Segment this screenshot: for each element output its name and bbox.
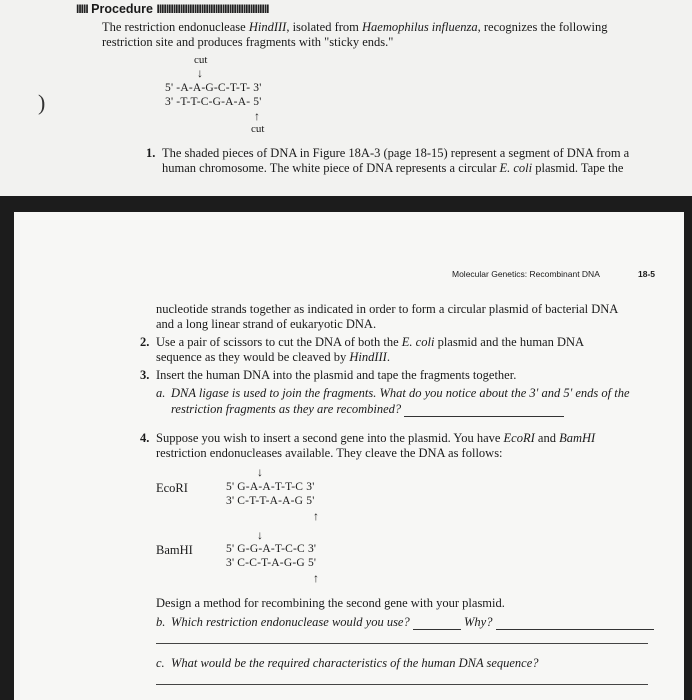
question-b-line (171, 615, 654, 630)
ecoli-name: E. coli (499, 161, 533, 175)
question-b-label: b. (156, 615, 166, 629)
intro-text: , isolated from (286, 20, 363, 34)
bamhi-name: BamHI (559, 431, 596, 445)
hindiii-seq-bottom: 3' -T-T-C-G-A-A- 5' (165, 96, 262, 108)
bamhi-seq-top: 5' G-G-A-T-C-C 3' (226, 543, 317, 555)
margin-mark: ) (38, 90, 46, 115)
ecori-label: EcoRI (156, 481, 188, 495)
continuation-line-2: and a long linear strand of eukaryotic DNA. (156, 317, 377, 331)
item-4-text: Suppose you wish to insert a second gene into the plasmid. You have (156, 431, 504, 445)
cut-label-bottom: cut (251, 123, 265, 135)
answer-c-line[interactable] (156, 684, 648, 685)
item-1-text: human chromosome. The white piece of DNA represents a circular (162, 161, 500, 175)
item-3-number: 3. (140, 368, 150, 382)
top-page (0, 0, 692, 196)
item-1-number: 1. (146, 146, 156, 160)
continuation-line-1: nucleotide strands together as indicated in order to form a circular plasmid of bacterial DNA (156, 302, 619, 316)
procedure-title: Procedure (91, 2, 153, 16)
intro-text: The restriction endonuclease (102, 20, 249, 34)
bamhi-cut-arrow-up-icon: ↑ (313, 571, 319, 585)
question-b-why: Why? (463, 615, 493, 629)
header-dots-right: IIIIIIIIIIIIIIIIIIIIIIIIIIIIIIIIIIIIIIIIIIIIIIII (156, 2, 269, 16)
ecoli-name: E. coli (401, 335, 435, 349)
answer-b-enzyme-blank[interactable] (413, 628, 461, 630)
item-4-number: 4. (140, 431, 150, 445)
question-a-text: restriction fragments as they are recombined? (171, 402, 402, 416)
ecori-seq-bottom: 3' C-T-T-A-A-G 5' (226, 495, 315, 507)
running-head: Molecular Genetics: Recombinant DNA (452, 269, 600, 279)
item-1-line-2 (162, 161, 623, 176)
question-a-line-1: DNA ligase is used to join the fragments. What do you notice about the 3' and 5' ends of the (171, 386, 630, 400)
question-b-text: Which restriction endonuclease would you use? (171, 615, 410, 629)
question-a-label: a. (156, 386, 166, 400)
ecori-name: EcoRI (503, 431, 535, 445)
item-2-number: 2. (140, 335, 150, 349)
answer-a-blank[interactable] (404, 415, 564, 417)
question-a-line-2 (171, 402, 564, 417)
header-dots-left: IIIII (76, 2, 88, 16)
cut-arrow-down-icon: ↓ (197, 66, 203, 80)
item-4-line-1 (156, 431, 595, 446)
bamhi-cut-arrow-down-icon: ↓ (257, 528, 263, 542)
bamhi-label: BamHI (156, 543, 193, 557)
item-2-line-2 (156, 350, 390, 365)
item-2-line-1 (156, 335, 584, 350)
item-4-line-2: restriction endonucleases available. They cleave the DNA as follows: (156, 446, 503, 460)
item-2-text: Use a pair of scissors to cut the DNA of both the (156, 335, 402, 349)
item-2-text: . (386, 350, 390, 364)
bottom-page (14, 212, 684, 700)
organism-name: Haemophilus influenza (362, 20, 478, 34)
item-2-text: sequence as they would be cleaved by (156, 350, 350, 364)
design-instruction: Design a method for recombining the second gene with your plasmid. (156, 596, 505, 610)
ecori-cut-arrow-down-icon: ↓ (257, 465, 263, 479)
item-3-text: Insert the human DNA into the plasmid and tape the fragments together. (156, 368, 517, 382)
answer-b-why-blank[interactable] (496, 628, 654, 630)
intro-text: , recognizes the following (477, 20, 608, 34)
item-2-text: plasmid and the human DNA (434, 335, 585, 349)
ecori-cut-arrow-up-icon: ↑ (313, 509, 319, 523)
cut-label-top: cut (194, 54, 208, 66)
hindiii-seq-top: 5' -A-A-G-C-T-T- 3' (165, 82, 262, 94)
hindiii-name: HindIII (349, 350, 387, 364)
intro-line-1 (102, 20, 607, 35)
procedure-header (76, 2, 269, 16)
item-1-line-1: The shaded pieces of DNA in Figure 18A-3 (page 18-15) represent a segment of DNA from a (162, 146, 630, 160)
page-number: 18-5 (638, 269, 656, 279)
ecori-seq-top: 5' G-A-A-T-T-C 3' (226, 481, 315, 493)
cut-arrow-up-icon: ↑ (254, 109, 260, 123)
question-c-label: c. (156, 656, 165, 670)
bamhi-seq-bottom: 3' C-C-T-A-G-G 5' (226, 557, 317, 569)
question-c-text: What would be the required characteristics of the human DNA sequence? (171, 656, 539, 670)
answer-b-line-2[interactable] (156, 643, 648, 644)
item-4-text: and (534, 431, 560, 445)
item-1-text: plasmid. Tape the (532, 161, 624, 175)
intro-line-2: restriction site and produces fragments with "sticky ends." (102, 35, 394, 49)
hindiii-name: HindIII (248, 20, 287, 34)
